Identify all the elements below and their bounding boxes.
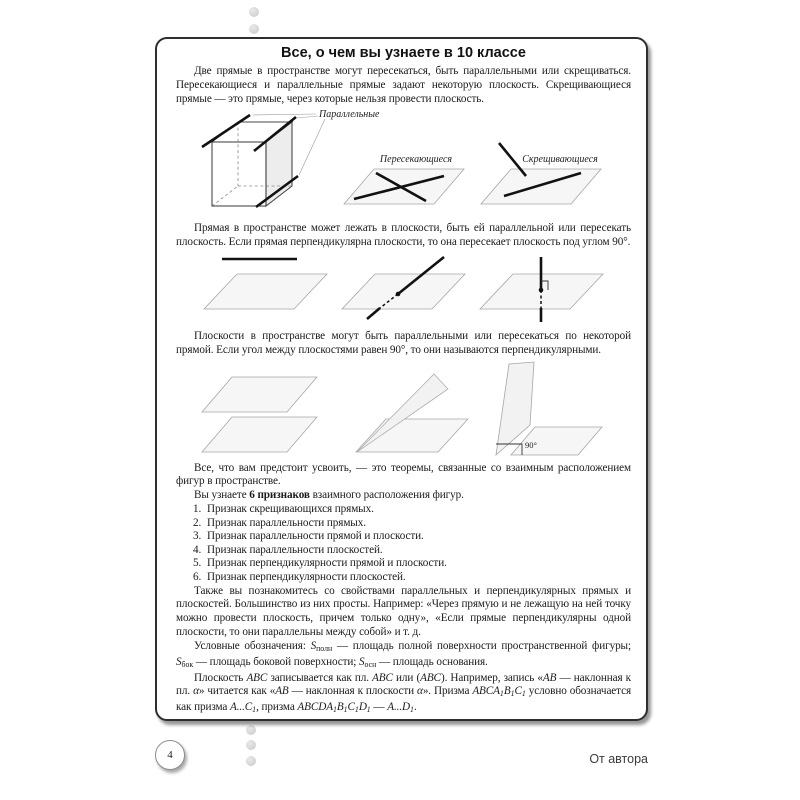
text-segment: C [347, 701, 355, 714]
intersecting-label: Пересекающиеся [379, 154, 453, 166]
paragraph-theorems [176, 462, 631, 490]
text-segment: 1 [510, 689, 515, 699]
text-segment: ... [236, 701, 245, 714]
text-segment: D [358, 701, 367, 714]
paragraph-six-signs [176, 489, 631, 503]
text-segment: бок [181, 659, 194, 669]
intersecting-planes-figure [356, 374, 468, 452]
text-segment: условно обозначается как призма [176, 685, 632, 714]
text-segment: ... [393, 701, 403, 714]
text-segment: — площадь основания. [376, 655, 488, 668]
text-segment: — [370, 701, 388, 714]
text-segment: ABC [420, 671, 441, 684]
line-parallel-to-plane-figure [204, 259, 327, 309]
line-perpendicular-to-plane-figure [480, 257, 603, 322]
text-segment: Вы узнаете [194, 489, 250, 502]
diagram-row-lines-in-space [176, 106, 634, 222]
intersection-point [396, 292, 401, 297]
text-segment: α [193, 685, 199, 698]
text-segment: взаимного расположения фигур. [309, 489, 464, 502]
text-segment: C [514, 685, 522, 698]
text-segment: » читается как « [198, 685, 276, 698]
text-segment: Две прямые в пространстве могут пересекаться, быть параллельными или скрещиваться. Пересекающиеся и параллельные прямые задают некоторую плоскость. Скрещивающиеся прямые — это прямые, через которые нельзя провести плоскость. [176, 65, 631, 105]
text-segment: AB [275, 685, 289, 698]
text-segment: A [229, 701, 237, 714]
text-segment: — площадь боковой поверхности; [193, 655, 360, 668]
text-segment: 1 [343, 705, 348, 715]
binding-dot [249, 7, 259, 17]
text-segment: Все, что вам предстоит усвоить, — это теоремы, связанные со взаимным расположением фигур в пространстве. [176, 461, 631, 488]
upper-plane [202, 377, 317, 412]
text-segment: Прямая в пространстве может лежать в плоскости, быть ей параллельной или пересекать плоскость. Если прямая перпендикулярна плоскости, то она пересекает плоскость под углом 90°. [176, 222, 631, 249]
skew-label: Скрещивающиеся [522, 154, 598, 166]
text-segment: или ( [392, 671, 421, 684]
paragraph-properties [176, 585, 631, 640]
plane [342, 274, 465, 309]
text-segment: 1 [366, 705, 371, 715]
list-item: Признак перпендикулярности прямой и плоскости. [207, 557, 447, 570]
text-segment: ». Призма [422, 685, 473, 698]
text-segment: Также вы познакомитесь со свойствами параллельных и перпендикулярных прямых и плоскостей. Большинство из них просты. Например: «Через прямую и не лежащую на ней точку можно провести плоскость, причем только одну», «Если прямые перпендикулярны одной плоскости, то они параллельны между собой» и т. д. [176, 584, 631, 638]
binding-dot [246, 725, 256, 735]
text-segment: ). Например, запись « [440, 671, 543, 684]
text-segment: B [503, 685, 511, 698]
text-segment: Условные обозначения: [194, 639, 311, 652]
list-item: Признак параллельности прямой и плоскости. [207, 530, 424, 543]
list-item: Признак параллельности плоскостей. [207, 543, 383, 556]
intersecting-lines-figure [344, 154, 464, 204]
text-segment: 1 [521, 689, 526, 699]
page-number: 4 [167, 749, 173, 761]
text-segment: ABCA [472, 685, 500, 698]
text-segment: α [417, 685, 423, 698]
text-segment: — наклонная к плоскости [288, 685, 418, 698]
text-segment: AB [542, 671, 557, 684]
intersection-point [539, 288, 544, 293]
text-segment: A [387, 701, 394, 714]
text-segment: , призма [256, 701, 298, 714]
text-segment: S [359, 655, 365, 668]
text-segment: ABCDA [297, 701, 333, 714]
text-segment: 6 признаков [249, 489, 310, 502]
text-segment: B [336, 701, 344, 714]
text-segment: полн [316, 643, 333, 653]
diagram-row-line-plane [176, 250, 634, 330]
text-segment: — площадь полной поверхности пространственной фигуры; [332, 639, 631, 652]
text-segment: — наклонная к пл. [176, 671, 632, 698]
text-segment: 1 [354, 705, 359, 715]
signs-list [176, 503, 631, 585]
text-segment: 1 [332, 705, 337, 715]
section-title: От автора [589, 752, 648, 766]
text-segment: Плоскости в пространстве могут быть параллельными или пересекаться по некоторой прямой. Если угол между плоскостями равен 90°, то они называются перпендикулярными. [176, 329, 631, 356]
paragraph-intro [176, 65, 631, 106]
cube-front-face [212, 142, 266, 206]
text-segment: . [413, 701, 417, 714]
right-angle-label: 90° [525, 439, 537, 450]
cube-parallel-lines-figure [202, 109, 380, 207]
binding-dot [249, 24, 259, 34]
text-segment: ABC [372, 671, 393, 684]
parallel-planes-figure [202, 377, 317, 452]
line-below [367, 308, 380, 319]
line-crossing-plane-figure [342, 257, 465, 319]
skew-lines-figure [481, 143, 601, 204]
plane [204, 274, 327, 309]
text-segment: S [176, 655, 182, 668]
text-segment: 1 [410, 705, 414, 715]
text-segment: Плоскость [194, 671, 247, 684]
cube-right-face [266, 122, 292, 206]
paragraph-planes [176, 330, 631, 358]
text-segment: 1 [252, 705, 257, 715]
lower-plane [202, 417, 317, 452]
list-item: Признак скрещивающихся прямых. [207, 502, 374, 515]
perpendicular-planes-figure [496, 362, 602, 455]
plane [481, 169, 601, 204]
page-title: Все, о чем вы узнаете в 10 классе [281, 45, 526, 61]
text-segment: C [244, 701, 253, 714]
binding-dot [246, 756, 256, 766]
paragraph-line-and-plane [176, 222, 631, 250]
text-segment: осн [364, 659, 377, 669]
text-segment: S [310, 639, 317, 652]
list-item: Признак параллельности прямых. [207, 516, 366, 529]
paragraph-notation [176, 640, 631, 672]
list-item: Признак перпендикулярности плоскостей. [207, 570, 406, 583]
diagram-row-planes [176, 361, 634, 458]
page-number-badge [155, 740, 185, 770]
text-segment: 1 [499, 689, 504, 699]
binding-dot [246, 740, 256, 750]
text-segment: ABC [246, 671, 268, 684]
textbook-page [155, 37, 648, 721]
text-segment: записывается как пл. [267, 671, 373, 684]
text-segment: D [402, 701, 411, 714]
parallel-label: Параллельные [319, 109, 380, 121]
paragraph-plane-abc [176, 672, 631, 718]
